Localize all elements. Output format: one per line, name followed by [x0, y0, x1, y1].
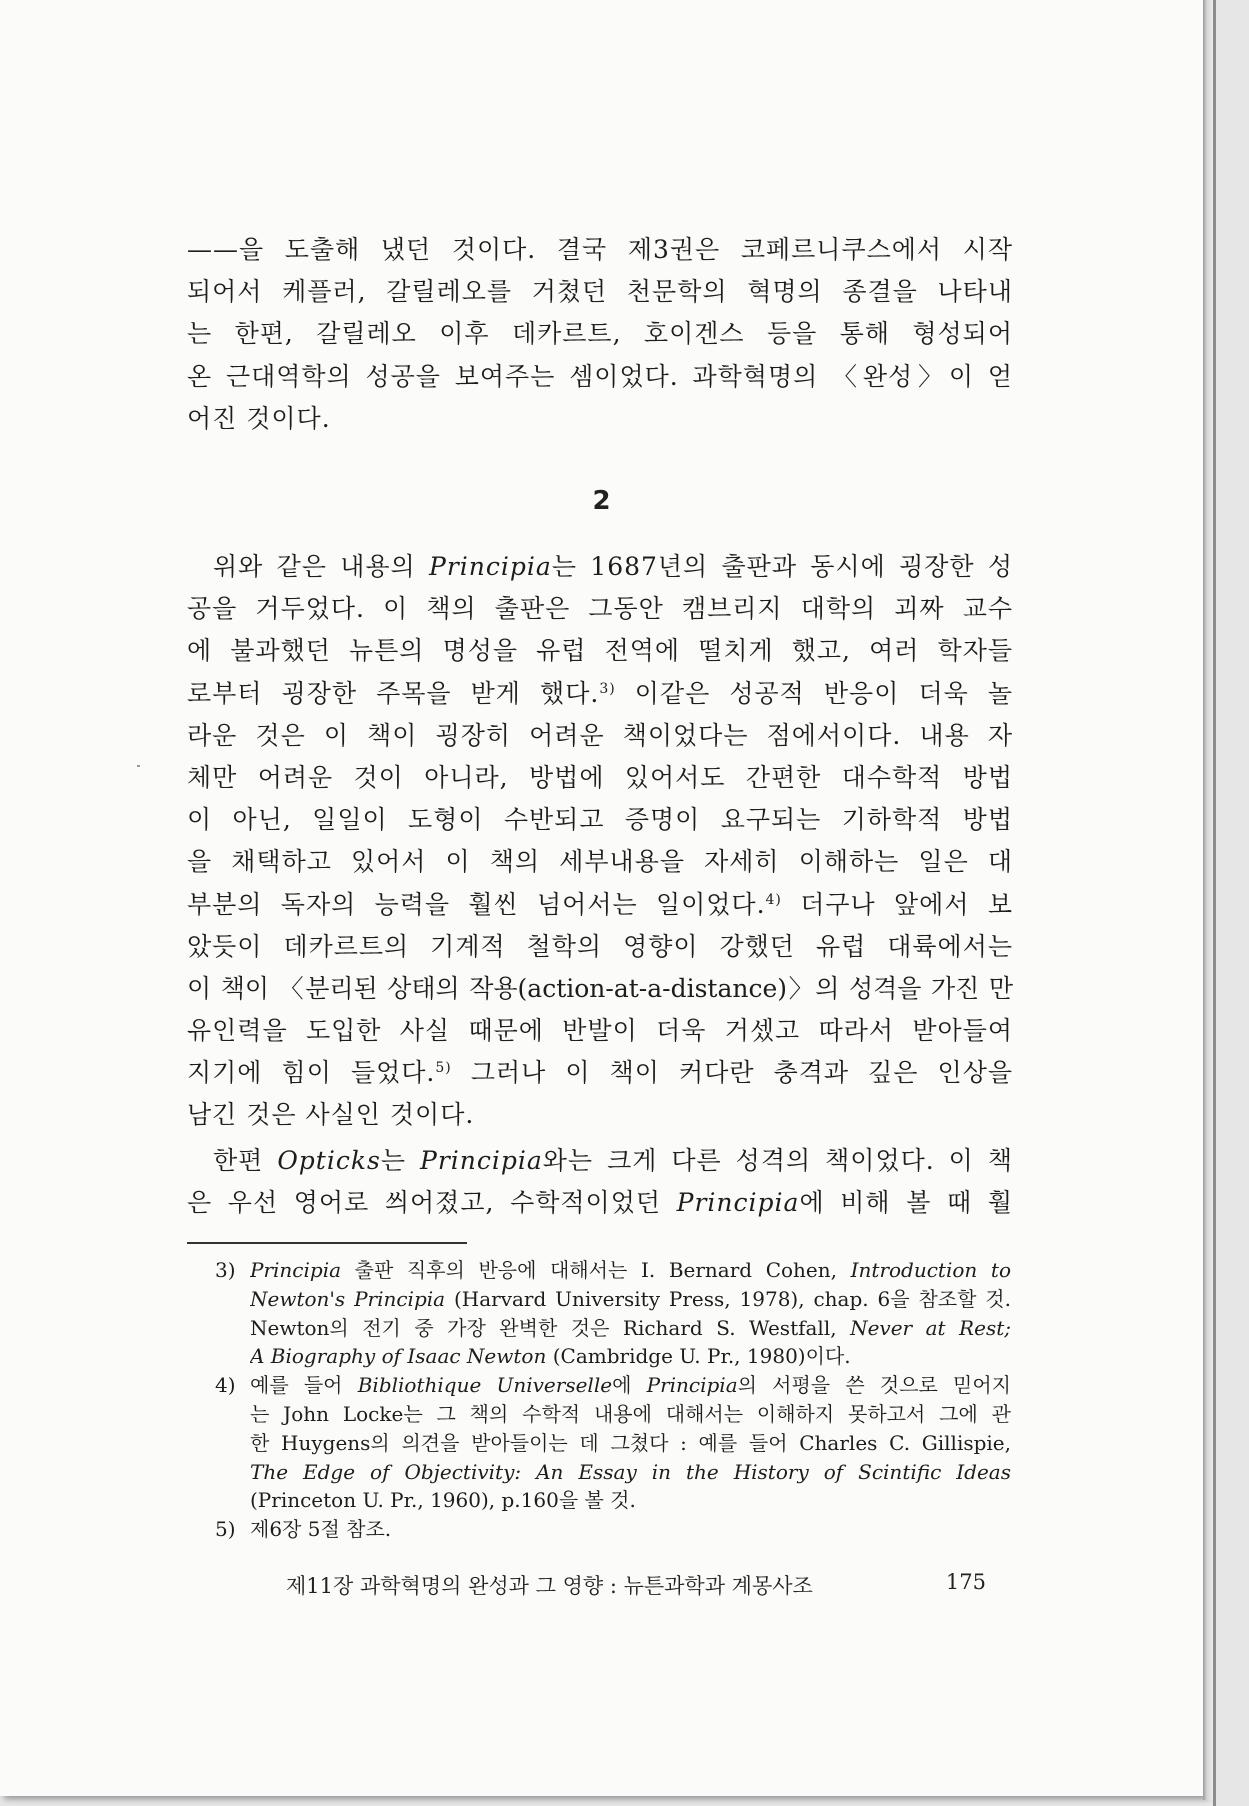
footnote-divider — [187, 1242, 467, 1244]
scan-speck — [137, 765, 140, 767]
text-line: 이 아닌, 일일이 도형이 수반되고 증명이 요구되는 기하학적 방법 — [187, 805, 1013, 835]
running-title: 제11장 과학혁명의 완성과 그 영향 : 뉴튼과학과 계몽사조 — [286, 1574, 813, 1598]
text-line: 에 불과했던 뉴튼의 명성을 유럽 전역에 떨치게 했고, 여러 학자들 — [187, 636, 1013, 666]
text-line: 온 근대역학의 성공을 보여주는 셈이었다. 과학혁명의 〈완성〉이 얻 — [187, 361, 1013, 391]
footnote-5: 5) 제6장 5절 참조. — [215, 1517, 392, 1542]
text-line: 한편 Opticks는 Principia와는 크게 다른 성격의 책이었다. 이 책 — [213, 1146, 1013, 1175]
text-line: 은 우선 영어로 씌어졌고, 수학적이었던 Principia에 비해 볼 때 훨 — [187, 1188, 1013, 1218]
text-line: 어진 것이다. — [187, 403, 331, 433]
paragraph-principia-reception — [187, 546, 1013, 1137]
text-line: 지기에 힘이 들었다.$^{5)}$ 그러나 이 책이 커다란 충격과 깊은 인상을 — [187, 1058, 1013, 1088]
section-number: 2 — [592, 486, 611, 516]
text-line: 로부터 굉장한 주목을 받게 했다.$^{3)}$ 이같은 성공적 반응이 더욱 놀 — [187, 678, 1013, 708]
text-line: 공을 거두었다. 이 책의 출판은 그동안 캠브리지 대학의 괴짜 교수 — [187, 594, 1013, 624]
running-footer — [286, 1570, 986, 1600]
text-line: 는 한편, 갈릴레오 이후 데카르트, 호이겐스 등을 통해 형성되어 — [187, 319, 1013, 349]
text-line: 을 채택하고 있어서 이 책의 세부내용을 자세히 이해하는 일은 대 — [187, 847, 1013, 877]
page-edge-shadow — [1203, 0, 1213, 1800]
text-line: 유인력을 도입한 사실 때문에 반발이 더욱 거셌고 따라서 받아들여 — [187, 1016, 1013, 1046]
text-line: 체만 어려운 것이 아니라, 방법에 있어서도 간편한 대수학적 방법 — [187, 762, 1013, 792]
text-line: 부분의 독자의 능력을 훨씬 넘어서는 일이었다.$^{4)}$ 더구나 앞에서 보 — [187, 889, 1013, 919]
footnote-ref-4: 4) — [765, 891, 782, 908]
footnote-ref-3: 3) — [599, 680, 616, 697]
text-line: 이 책이 〈분리된 상태의 작용(action-at-a-distance)〉의 성격을 가진 만 — [187, 973, 1013, 1003]
text-line: 남긴 것은 사실인 것이다. — [187, 1100, 475, 1130]
page-edge-line — [1213, 0, 1216, 1806]
text-line: 라운 것은 이 책이 굉장히 어려운 책이었다는 점에서이다. 내용 자 — [187, 720, 1013, 750]
footnote-4: 4) 예를 들어 Bibliothique Universelle에 Principia의 서평을 쓴 것으로 믿어지 는 John Locke는 그 책의 수학적 내용에 대해서는 이해하지 못하고서 그에 관 한 Huygens의 의견을 받아들이는 데 그쳤다 : 예를 들어 Charles C. Gillispie, The Edge of Objectivity: An Essay in the History of Scintific Ideas (Princeton U. Pr., 1960), p.160을 볼 것. — [215, 1373, 1011, 1513]
top-paragraph — [187, 229, 1013, 440]
footnote-3: 3) Principia 출판 직후의 반응에 대해서는 I. Bernard Cohen, Introduction to Newton's Principia (Harvard University Press, 1978), chap. 6을 참조할 것. Newton의 전기 중 가장 완벽한 것은 Richard S. Westfall, Never at Rest; A Biography of Isaac Newton (Cambridge U. Pr., 1980)이다. — [215, 1258, 1011, 1369]
text-line: 위와 같은 내용의 Principia는 1687년의 출판과 동시에 굉장한 성 — [213, 552, 1013, 581]
text-line: 되어서 케플러, 갈릴레오를 거쳤던 천문학의 혁명의 종결을 나타내 — [187, 277, 1013, 307]
footnotes — [215, 1256, 1011, 1544]
paragraph-opticks — [187, 1140, 1013, 1224]
text-line: ——을 도출해 냈던 것이다. 결국 제3권은 코페르니쿠스에서 시작 — [187, 235, 1013, 264]
footnote-ref-5: 5) — [435, 1060, 452, 1077]
page-number: 175 — [945, 1570, 986, 1594]
text-line: 았듯이 데카르트의 기계적 철학의 영향이 강했던 유럽 대륙에서는 — [187, 931, 1013, 961]
